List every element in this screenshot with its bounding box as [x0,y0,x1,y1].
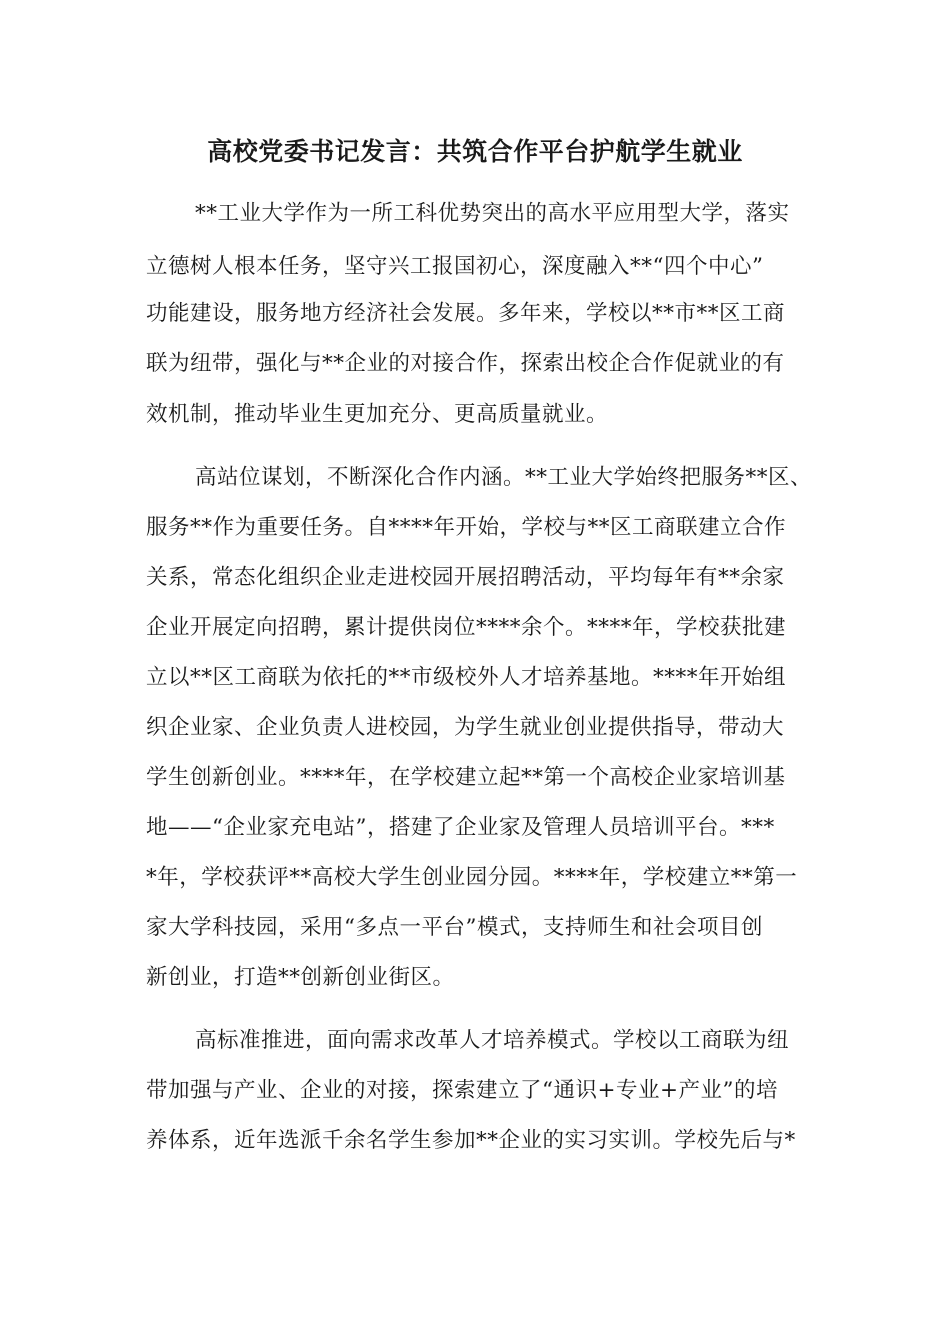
paragraph-line: 服务**作为重要任务。自****年开始，学校与**区工商联建立合作 [146,515,787,540]
paragraph-line: 高站位谋划，不断深化合作内涵。**工业大学始终把服务**区、 [195,465,813,490]
paragraph-line: *年，学校获评**高校大学生创业园分园。****年，学校建立**第一 [146,865,798,890]
paragraph-line: 高标准推进，面向需求改革人才培养模式。学校以工商联为纽 [195,1028,790,1053]
paragraph-line: 立以**区工商联为依托的**市级校外人才培养基地。****年开始组 [146,665,787,690]
paragraph-line: 功能建设，服务地方经济社会发展。多年来，学校以**市**区工商 [146,301,786,326]
paragraph-line: 新创业，打造**创新创业街区。 [146,965,455,990]
paragraph-line: 立德树人根本任务，坚守兴工报国初心，深度融入**“四个中心” [146,254,764,279]
paragraph-line: 织企业家、企业负责人进校园，为学生就业创业提供指导，带动大 [146,715,785,740]
paragraph-line: 效机制，推动毕业生更加充分、更高质量就业。 [146,402,609,427]
paragraph-line: 带加强与产业、企业的对接，探索建立了“通识+专业+产业”的培 [146,1078,779,1103]
paragraph-line: **工业大学作为一所工科优势突出的高水平应用型大学，落实 [195,201,790,226]
paragraph-line: 关系，常态化组织企业走进校园开展招聘活动，平均每年有**余家 [146,565,785,590]
document-title: 高校党委书记发言：共筑合作平台护航学生就业 [207,137,743,166]
paragraph-line: 联为纽带，强化与**企业的对接合作，探索出校企合作促就业的有 [146,351,785,376]
paragraph-line: 学生创新创业。****年，在学校建立起**第一个高校企业家培训基 [146,765,786,790]
paragraph-line: 养体系，近年选派千余名学生参加**企业的实习实训。学校先后与* [146,1128,796,1153]
paragraph-line: 企业开展定向招聘，累计提供岗位****余个。****年，学校获批建 [146,615,787,640]
paragraph-line: 地——“企业家充电站”，搭建了企业家及管理人员培训平台。*** [146,815,775,840]
paragraph-line: 家大学科技园，采用“多点一平台”模式，支持师生和社会项目创 [146,915,763,940]
